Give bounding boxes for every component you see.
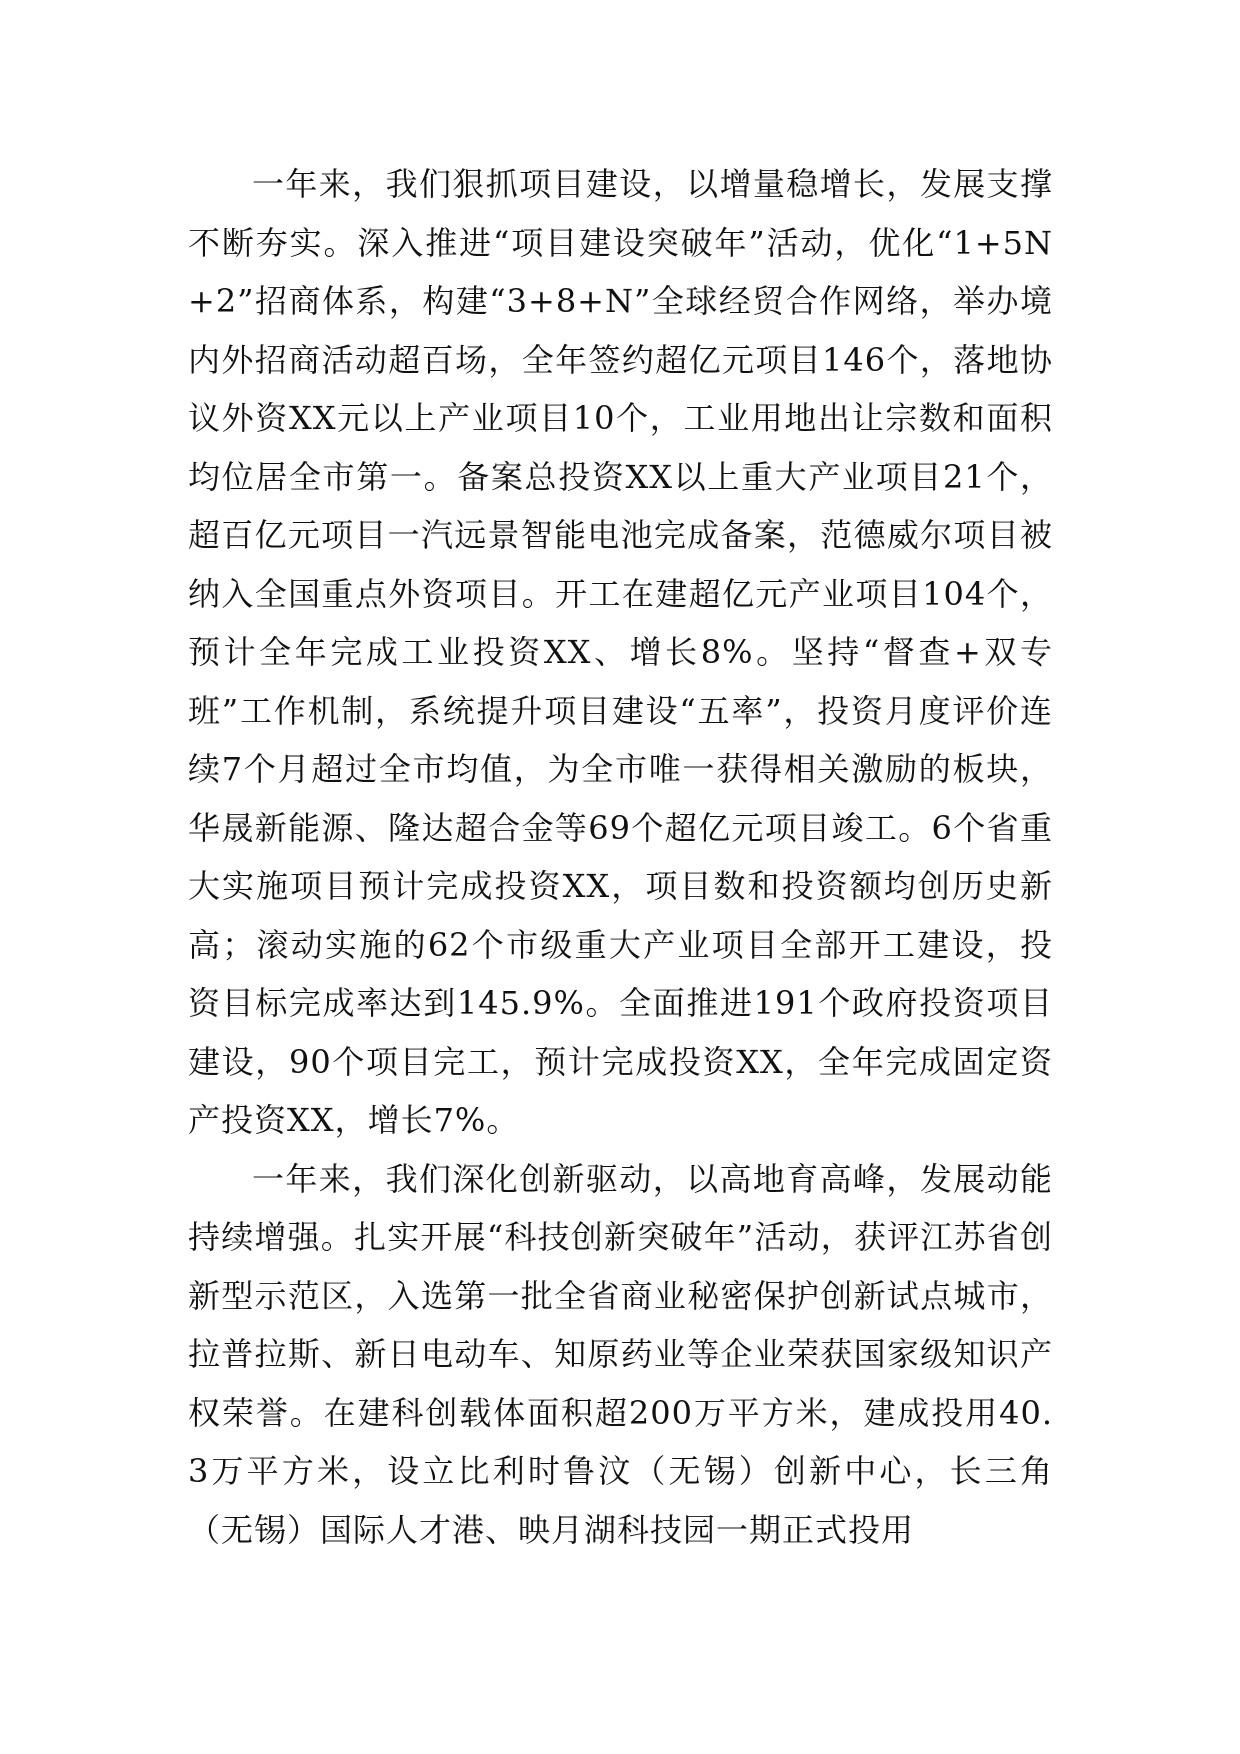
paragraph-innovation-drive: 一年来，我们深化创新驱动，以高地育高峰，发展动能持续增强。扎实开展“科技创新突破年”活动，获评江苏省创新型示范区，入选第一批全省商业秘密保护创新试点城市，拉普拉斯、新日电动车、知原药业等企业荣获国家级知识产权荣誉。在建科创载体面积超200万平方米，建成投用40.3万平方米，设立比利时鲁汶（无锡）创新中心，长三角（无锡）国际人才港、映月湖科技园一期正式投用 [188, 1159, 1053, 1549]
paragraph-project-construction: 一年来，我们狠抓项目建设，以增量稳增长，发展支撑不断夯实。深入推进“项目建设突破年”活动，优化“1+5N+2”招商体系，构建“3+8+N”全球经贸合作网络，举办境内外招商活动超百场，全年签约超亿元项目146个，落地协议外资XX元以上产业项目10个，工业用地出让宗数和面积均位居全市第一。备案总投资XX以上重大产业项目21个，超百亿元项目一汽远景智能电池完成备案，范德威尔项目被纳入全国重点外资项目。开工在建超亿元产业项目104个，预计全年完成工业投资XX、增长8%。坚持“督查+双专班”工作机制，系统提升项目建设“五率”，投资月度评价连续7个月超过全市均值，为全市唯一获得相关激励的板块，华晟新能源、隆达超合金等69个超亿元项目竣工。6个省重大实施项目预计完成投资XX，项目数和投资额均创历史新高；滚动实施的62个市级重大产业项目全部开工建设，投资目标完成率达到145.9%。全面推进191个政府投资项目建设，90个项目完工，预计完成投资XX，全年完成固定资产投资XX，增长7%。 [188, 165, 1053, 1139]
document-body [188, 155, 1053, 1559]
